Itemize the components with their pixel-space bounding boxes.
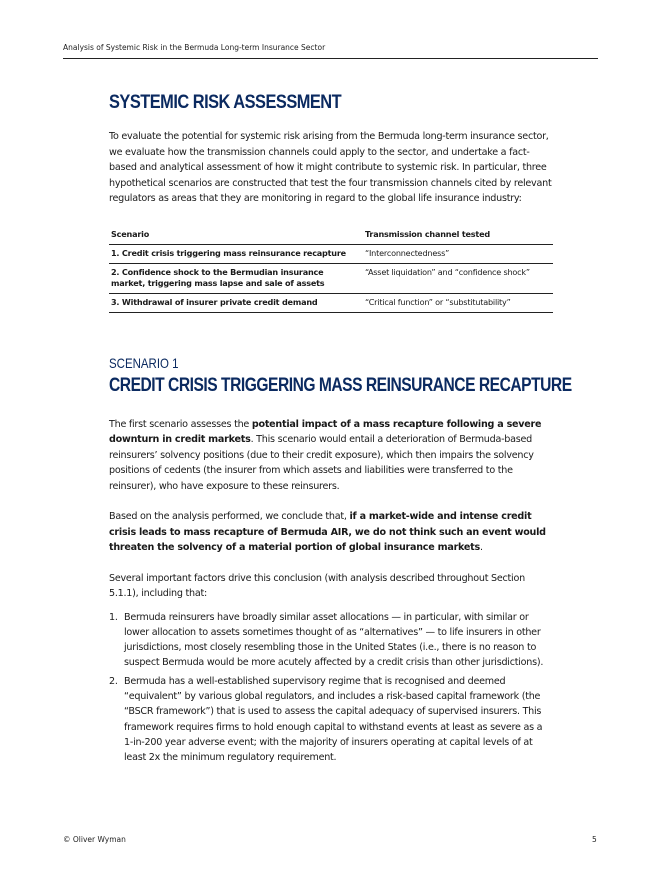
list-item-text: Bermuda has a well-established supervisory regime that is recognised and deemed “equivalent” by various global regulators, and includes a risk-based capital framework (the “BSCR framework”) that is used to assess the capital adequacy of supervised insurers. This framework requires firms to hold enough capital to withstand events at least as severe as a 1-in-200 year adverse event; with the majority of insurers operating at capital levels of at least 2x the minimum regulatory requirement.: [124, 675, 543, 764]
list-item-text: Bermuda reinsurers have broadly similar asset allocations — in particular, with similar or lower allocation to assets sometimes thought of as “alternatives” — to life insurers in other jurisdictions, most closely resembling those in the United States (i.e., there is no reason to suspect Bermuda would be more acutely affected by a credit crisis than other jurisdictions).: [124, 611, 544, 669]
main-content: [109, 90, 572, 768]
factors-list: [109, 610, 553, 766]
scenario-paragraph-3: Several important factors drive this conclusion (with analysis described throughout Section 5.1.1), including that:: [109, 572, 525, 599]
table-cell-scenario: 2. Confidence shock to the Bermudian insurance market, triggering mass lapse and sale of assets: [109, 263, 363, 293]
table-cell-channel: “Critical function” or “substitutability”: [363, 293, 553, 312]
table-row: [109, 244, 553, 263]
list-item: [109, 674, 553, 766]
running-header: Analysis of Systemic Risk in the Bermuda Long-term Insurance Sector: [63, 43, 598, 59]
p1-emphasis: potential impact of a mass recapture following a severe downturn in credit markets: [109, 418, 542, 445]
table-cell-channel: “Asset liquidation” and “confidence shock”: [363, 263, 553, 293]
scenario-title: CREDIT CRISIS TRIGGERING MASS REINSURANCE RECAPTURE: [109, 373, 572, 396]
table-row: [109, 263, 553, 293]
table-cell-scenario: 3. Withdrawal of insurer private credit demand: [109, 293, 363, 312]
table-cell-channel: “Interconnectedness”: [363, 244, 553, 263]
table-row: [109, 293, 553, 312]
section-title: SYSTEMIC RISK ASSESSMENT: [109, 91, 342, 113]
page-number: 5: [592, 835, 597, 844]
p1-text-end: . This scenario would entail a deterioration of Bermuda-based reinsurers’ solvency positions (due to their credit exposure), which then impairs the solvency positions of cedents (the insurer from which assets and liabilities were transferred to the reinsurer), who have exposure to these reinsurers.: [109, 434, 534, 492]
p2-text: Based on the analysis performed, we conclude that,: [109, 511, 350, 522]
footer-copyright: © Oliver Wyman: [63, 835, 126, 844]
list-item-number: 2.: [109, 675, 118, 687]
scenario-paragraph-1: [109, 417, 553, 495]
table-header-row: [109, 225, 553, 245]
p1-text: The first scenario assesses the: [109, 418, 252, 430]
list-item-number: 1.: [109, 611, 118, 623]
list-item: [109, 610, 553, 671]
table-cell-scenario: 1. Credit crisis triggering mass reinsurance recapture: [109, 244, 363, 263]
scenario-label: SCENARIO 1: [109, 354, 179, 371]
p2-text-end: .: [479, 542, 483, 553]
scenario-paragraph-2: [109, 509, 553, 556]
intro-paragraph: To evaluate the potential for systemic risk arising from the Bermuda long-term insurance sector, we evaluate how the transmission channels could apply to the sector, and undertake a fact-based and analytical assessment of how it might contribute to systemic risk. In particular, three hypothetical scenarios are constructed that test the four transmission channels cited by relevant regulators as areas that they are monitoring in regard to the global life insurance industry:: [109, 131, 552, 204]
table-header-scenario: Scenario: [109, 225, 363, 245]
scenario-table: [109, 225, 553, 313]
p2-emphasis: if a market-wide and intense credit crisis leads to mass recapture of Bermuda AIR, we do not think such an event would threaten the solvency of a material portion of global insurance markets: [109, 511, 546, 553]
table-header-channel: Transmission channel tested: [363, 225, 553, 245]
